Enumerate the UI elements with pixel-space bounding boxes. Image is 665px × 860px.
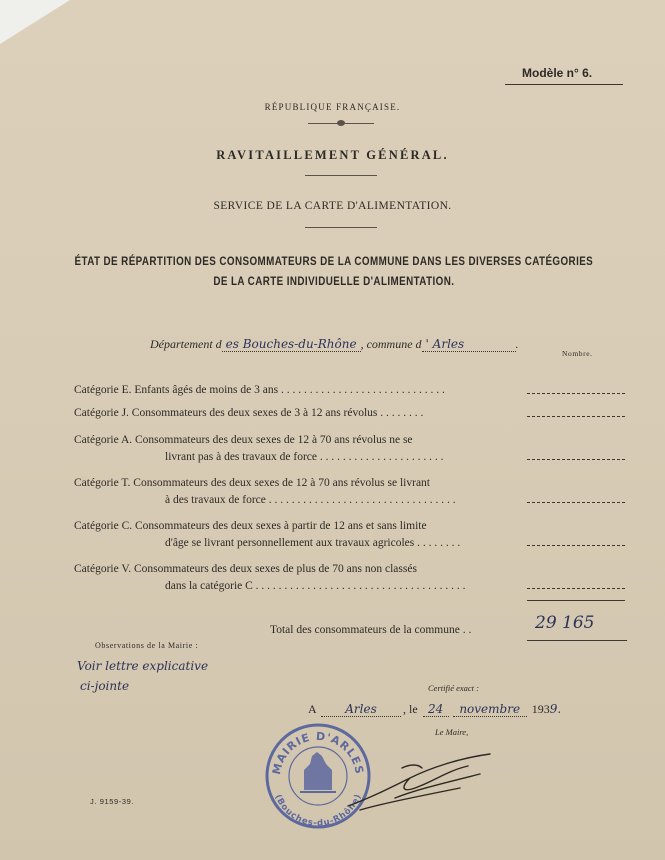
le-label: , le (403, 702, 418, 716)
sum-separator (527, 600, 625, 601)
category-line-continued: livrant pas à des travaux de force . . . . . . . . . . . . . . . . . . . . . . (165, 451, 444, 463)
nombre-column-header: Nombre. (562, 349, 593, 358)
commune-field: ' Arles (422, 337, 516, 352)
day-field: 24 (423, 702, 449, 717)
category-c-count-field (527, 545, 625, 546)
place-field: Arles (321, 702, 401, 717)
year-suffix: 9. (549, 702, 562, 716)
document-title: RAVITAILLEMENT GÉNÉRAL. (216, 148, 449, 162)
etat-heading-line1: ÉTAT DE RÉPARTITION DES CONSOMMATEURS DE LA COMMUNE DANS LES DIVERSES CATÉGORIES (74, 254, 594, 268)
etat-heading-line2: DE LA CARTE INDIVIDUELLE D'ALIMENTATION. (213, 274, 455, 288)
category-v (74, 561, 466, 595)
stamp-top-text: MAIRIE D'ARLES (269, 729, 366, 776)
department-commune-line (150, 337, 519, 352)
category-e-count-field (527, 393, 625, 394)
observations-label: Observations de la Mairie : (95, 641, 199, 650)
category-v-count-field (527, 588, 625, 589)
a-label: A (308, 702, 317, 716)
category-line: Catégorie A. Consommateurs des deux sexes de 12 à 70 ans révolus ne se (74, 434, 413, 446)
category-j-count-field (527, 416, 625, 417)
republic-heading: RÉPUBLIQUE FRANÇAISE. (264, 102, 401, 112)
category-line-continued: d'âge se livrant personnellement aux travaux agricoles . . . . . . . . (165, 537, 461, 549)
category-e (74, 382, 445, 399)
service-heading: SERVICE DE LA CARTE D'ALIMENTATION. (213, 200, 452, 212)
month-field: novembre (453, 702, 527, 717)
category-line: Catégorie T. Consommateurs des deux sexes de 12 à 70 ans révolus se livrant (74, 477, 430, 489)
model-number: Modèle n° 6. (522, 66, 593, 80)
commune-end: . (515, 337, 519, 351)
total-label: Total des consommateurs de la commune . . (270, 624, 472, 636)
department-label: Département d (150, 337, 222, 351)
category-j (74, 405, 423, 422)
certified-label: Certifié exact : (428, 683, 479, 693)
category-line: Catégorie V. Consommateurs des deux sexes de plus de 70 ans non classés (74, 563, 417, 575)
year-prefix: 193 (531, 702, 550, 716)
category-a-count-field (527, 459, 625, 460)
mayor-signature (340, 748, 500, 818)
document-reference: J. 9159-39. (90, 797, 135, 806)
category-line: Catégorie J. Consommateurs des deux sexes de 3 à 12 ans révolus . . . . . . . . (74, 407, 424, 419)
category-line: Catégorie E. Enfants âgés de moins de 3 ans . . . . . . . . . . . . . . . . . . . . . . . . . . . . . (74, 384, 445, 396)
category-line-continued: à des travaux de force . . . . . . . . . . . . . . . . . . . . . . . . . . . . . . . . . (165, 494, 456, 506)
title-divider (305, 175, 377, 176)
observation-note-line1: Voir lettre explicative (77, 659, 209, 673)
ornament-dot (337, 120, 345, 126)
category-a (74, 432, 444, 466)
commune-label: , commune d (360, 337, 422, 351)
category-line-continued: dans la catégorie C . . . . . . . . . . . . . . . . . . . . . . . . . . . . . . . . . . . . . (165, 580, 466, 592)
mayor-label: Le Maire, (435, 727, 469, 737)
department-field: es Bouches-du-Rhône (222, 337, 361, 352)
category-t-count-field (527, 502, 625, 503)
service-divider (305, 227, 377, 228)
total-value: 29 165 (535, 613, 595, 633)
category-c (74, 518, 460, 552)
place-date-line (308, 702, 561, 717)
stamp-bottom-text: (Bouches-du-Rhône) (272, 793, 364, 829)
observation-note-line2: ci-jointe (80, 679, 130, 693)
model-underline (505, 84, 623, 85)
total-underline (527, 640, 627, 641)
category-t (74, 475, 456, 509)
category-line: Catégorie C. Consommateurs des deux sexes à partir de 12 ans et sans limite (74, 520, 427, 532)
